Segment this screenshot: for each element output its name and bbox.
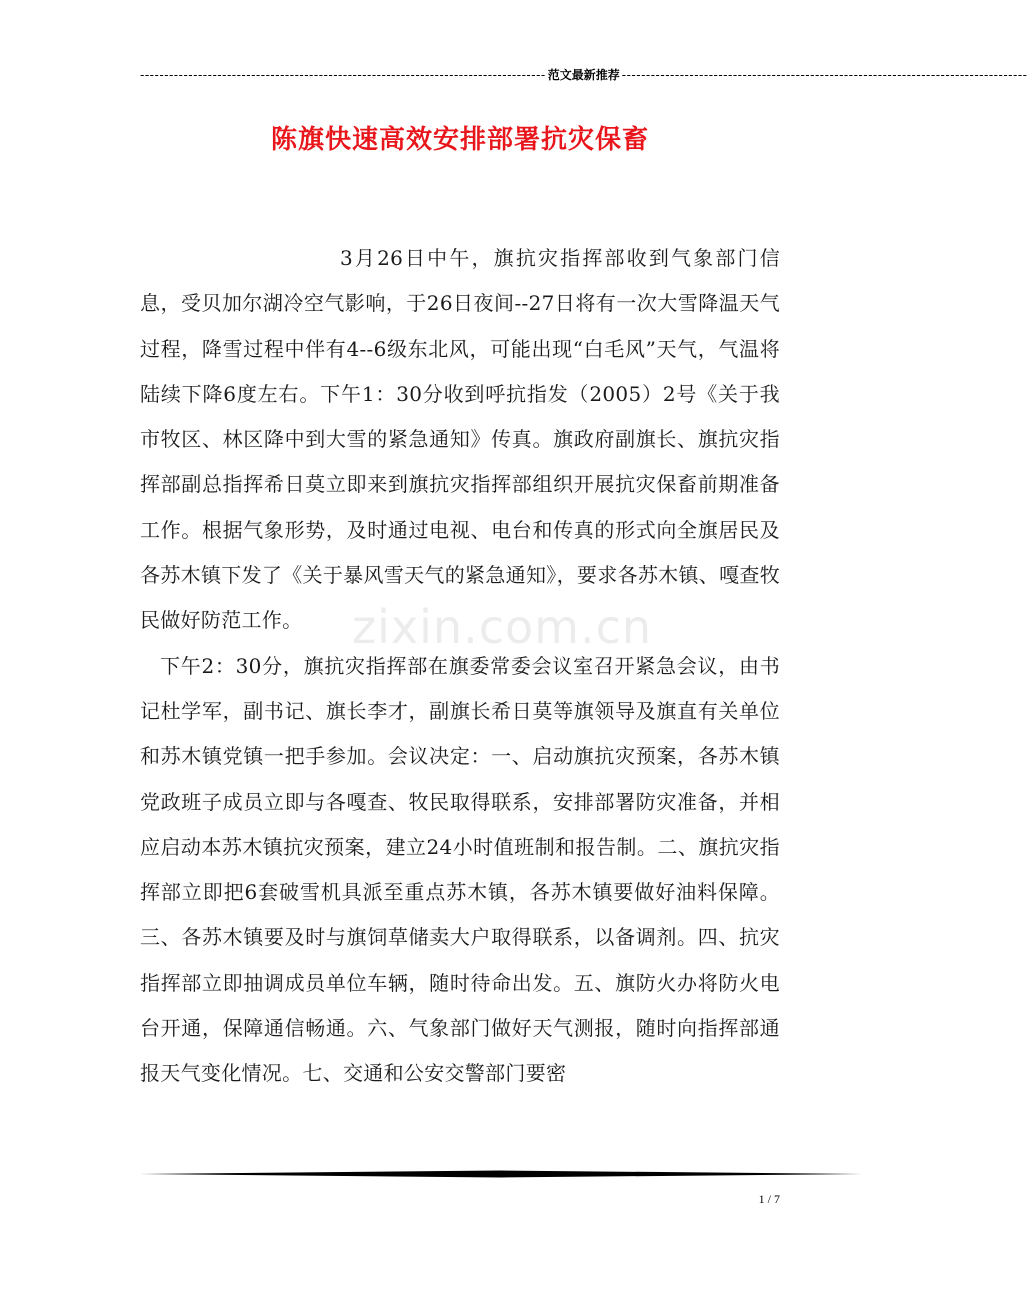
header-dashes-left: ------------------------------------------------------------------------------------	[140, 68, 546, 82]
page-header	[140, 66, 1027, 84]
paragraph-1: 3月26日中午，旗抗灾指挥部收到气象部门信息，受贝加尔湖冷空气影响，于26日夜间--27日将有一次大雪降温天气过程，降雪过程中伴有4--6级东北风，可能出现“白毛风”天气，气温将陆续下降6度左右。下午1：30分收到呼抗指发（2005）2号《关于我市牧区、林区降中到大雪的紧急通知》传真。旗政府副旗长、旗抗灾指挥部副总指挥希日莫立即来到旗抗灾指挥部组织开展抗灾保畜前期准备工作。根据气象形势，及时通过电视、电台和传真的形式向全旗居民及各苏木镇下发了《关于暴风雪天气的紧急通知》，要求各苏木镇、嘎查牧民做好防范工作。	[140, 246, 780, 633]
document-title: 陈旗快速高效安排部署抗灾保畜	[270, 125, 649, 155]
footer-rule	[140, 1170, 862, 1178]
page-number: 1 / 7	[758, 1192, 780, 1206]
document-body	[140, 236, 780, 1097]
paragraph-2: 下午2：30分，旗抗灾指挥部在旗委常委会议室召开紧急会议，由书记杜学军，副书记、旗长李才，副旗长希日莫等旗领导及旗直有关单位和苏木镇党镇一把手参加。会议决定：一、启动旗抗灾预案，各苏木镇党政班子成员立即与各嘎查、牧民取得联系，安排部署防灾准备，并相应启动本苏木镇抗灾预案，建立24小时值班制和报告制。二、旗抗灾指挥部立即把6套破雪机具派至重点苏木镇，各苏木镇要做好油料保障。三、各苏木镇要及时与旗饲草储卖大户取得联系，以备调剂。四、抗灾指挥部立即抽调成员单位车辆，随时待命出发。五、旗防火办将防火电台开通，保障通信畅通。六、气象部门做好天气测报，随时向指挥部通报天气变化情况。七、交通和公安交警部门要密	[140, 653, 780, 1086]
header-label: 范文最新推荐	[547, 68, 620, 82]
header-dashes-right: ------------------------------------------------------------------------------------	[621, 68, 1027, 82]
watermark: zixin.com.cn	[352, 600, 653, 654]
